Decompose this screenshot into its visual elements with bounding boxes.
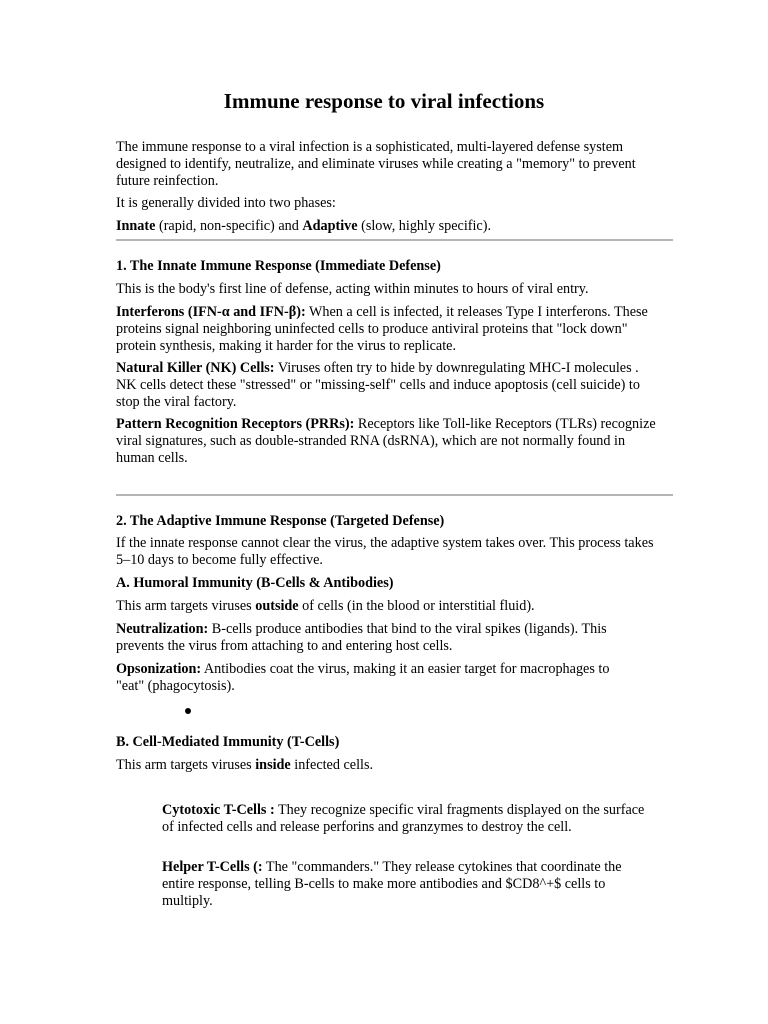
cell-lead-b: inside	[255, 757, 291, 773]
opsonization-text: Antibodies coat the virus, making it an easier target for macrophages to "eat" (phagocytosis).	[116, 661, 610, 694]
cell-mediated-lead	[116, 757, 636, 774]
neutralization-paragraph	[116, 621, 656, 655]
prr-paragraph	[116, 416, 656, 466]
cytotoxic-text: They recognize specific viral fragments displayed on the surface of infected cells and release perforins and granzymes to destroy the cell.	[162, 802, 645, 835]
interferons-text: When a cell is infected, it releases Type I interferons. These proteins signal neighboring uninfected cells to produce antiviral proteins that "lock down" protein synthesis, making it harder for the virus to replicate.	[116, 304, 648, 354]
adaptive-desc: (slow, highly specific).	[357, 218, 491, 234]
innate-heading: 1. The Innate Immune Response (Immediate Defense)	[116, 258, 441, 274]
nk-text: Viruses often try to hide by downregulating MHC-I molecules . NK cells detect these "stressed" or "missing-self" cells and induce apoptosis (cell suicide) to stop the viral factory.	[116, 360, 640, 410]
cell-mediated-heading: B. Cell-Mediated Immunity (T-Cells)	[116, 734, 340, 750]
innate-lead: This is the body's first line of defense, acting within minutes to hours of viral entry.	[116, 281, 589, 297]
helper-paragraph	[162, 859, 652, 909]
humoral-lead-a: This arm targets viruses	[116, 598, 256, 614]
opsonization-paragraph	[116, 661, 636, 695]
neutralization-text: B-cells produce antibodies that bind to the viral spikes (ligands). This prevents the virus from attaching to and entering host cells.	[116, 621, 607, 654]
humoral-lead-c: of cells (in the blood or interstitial fluid).	[298, 598, 535, 614]
cytotoxic-label: Cytotoxic T-Cells :	[162, 802, 275, 818]
adaptive-heading: 2. The Adaptive Immune Response (Targeted Defense)	[116, 513, 445, 529]
divider	[116, 239, 673, 241]
adaptive-lead: If the innate response cannot clear the virus, the adaptive system takes over. This process takes 5–10 days to become fully effective.	[116, 535, 654, 568]
interferons-label: Interferons (IFN-α and IFN-β):	[116, 304, 306, 320]
intro-phases: It is generally divided into two phases:	[116, 195, 336, 211]
neutralization-label: Neutralization:	[116, 621, 209, 637]
intro-paragraph: The immune response to a viral infection is a sophisticated, multi-layered defense system designed to identify, neutralize, and eliminate viruses while creating a "memory" to prevent future reinfection.	[116, 139, 636, 189]
interferons-paragraph	[116, 304, 656, 354]
divider	[116, 494, 673, 496]
prr-label: Pattern Recognition Receptors (PRRs):	[116, 416, 355, 432]
prr-text: Receptors like Toll-like Receptors (TLRs) recognize viral signatures, such as double-stranded RNA (dsRNA), which are not normally found in human cells.	[116, 416, 656, 466]
helper-label: Helper T-Cells (:	[162, 859, 263, 875]
cell-lead-a: This arm targets viruses	[116, 757, 256, 773]
cytotoxic-paragraph	[162, 802, 652, 836]
page-title: Immune response to viral infections	[223, 89, 545, 113]
humoral-heading: A. Humoral Immunity (B-Cells & Antibodies)	[116, 575, 394, 591]
humoral-lead-b: outside	[255, 598, 299, 614]
humoral-lead	[116, 598, 656, 615]
nk-paragraph	[116, 360, 656, 410]
phases-line	[116, 218, 636, 235]
list-bullet	[185, 708, 191, 714]
adaptive-term: Adaptive	[302, 218, 358, 234]
innate-term: Innate	[116, 218, 156, 234]
cell-lead-c: infected cells.	[290, 757, 374, 773]
nk-label: Natural Killer (NK) Cells:	[116, 360, 275, 376]
opsonization-label: Opsonization:	[116, 661, 202, 677]
innate-desc: (rapid, non-specific) and	[155, 218, 303, 234]
helper-text: The "commanders." They release cytokines that coordinate the entire response, telling B-cells to make more antibodies and $CD8^+$ cells to multiply.	[162, 859, 622, 909]
